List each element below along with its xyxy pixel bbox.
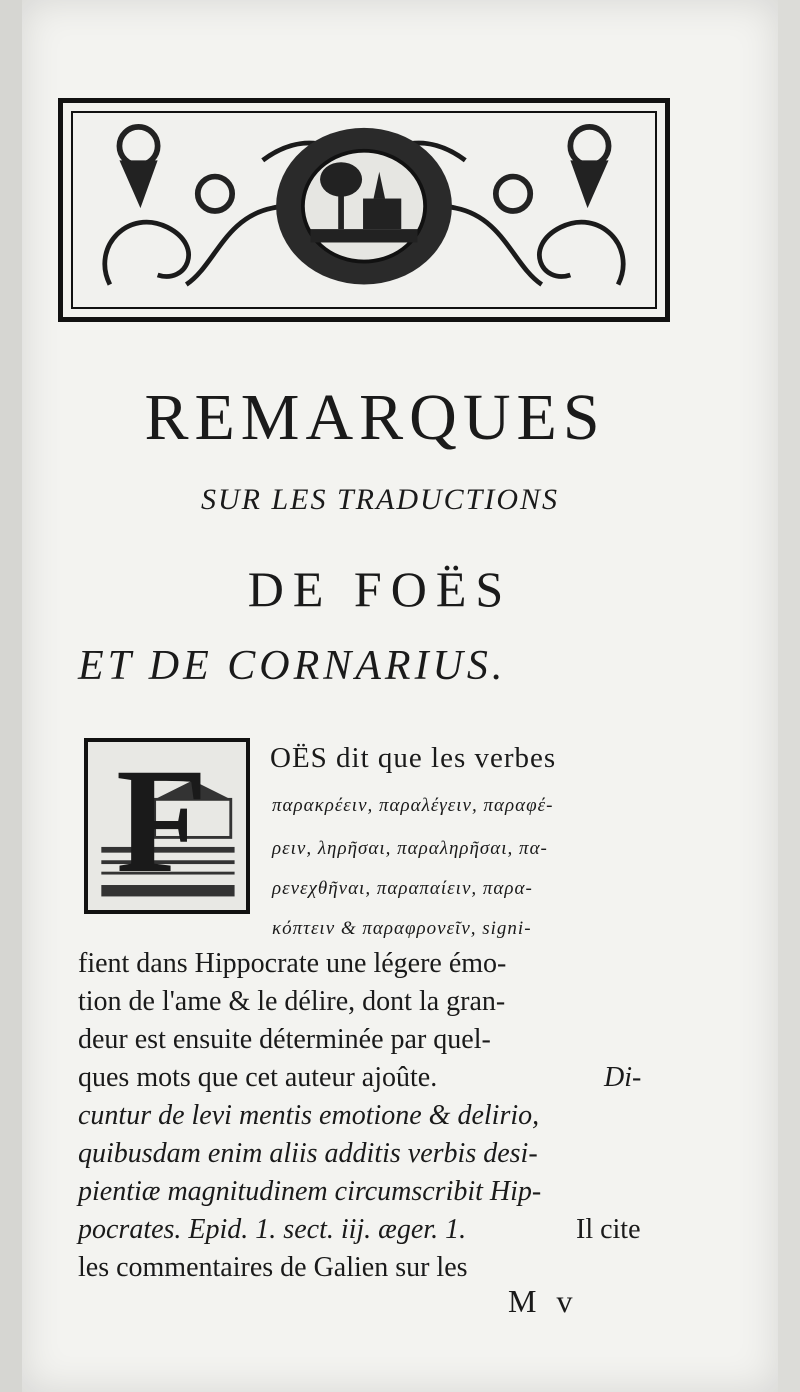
body-line: ques mots que cet auteur ajoûte.: [78, 1062, 438, 1093]
body-line-italic: pocrates. Epid. 1. sect. iij. æger. 1.: [78, 1214, 467, 1245]
headpiece-engraving: [63, 103, 665, 317]
page-gutter: [0, 0, 22, 1392]
body-line-italic: quibusdam enim aliis additis verbis desi-: [78, 1138, 538, 1169]
page-title: REMARQUES: [144, 381, 606, 454]
title-line-cornarius: ET DE CORNARIUS.: [78, 643, 507, 689]
body-line: les commentaires de Galien sur les: [78, 1252, 468, 1283]
body-line-greek: ρειν, ληρῆσαι, παραληρῆσαι, πα-: [272, 838, 548, 859]
title-line-foes: DE FOËS: [247, 561, 513, 617]
body-line: deur est ensuite déterminée par quel-: [78, 1024, 491, 1055]
body-line-greek: ρενεχθῆναι, παραπαίειν, παρα-: [272, 878, 533, 899]
body-line: OËS dit que les verbes: [270, 742, 557, 774]
body-line-greek: κόπτειν & παραφρονεῖν, signi-: [272, 918, 532, 939]
body-line-italic: pientiæ magnitudinem circumscribit Hip-: [78, 1176, 542, 1207]
drop-cap-ornament: [84, 738, 250, 914]
body-line: tion de l'ame & le délire, dont la gran-: [78, 986, 506, 1017]
body-line-italic: Di-: [604, 1062, 642, 1093]
body-line-italic: cuntur de levi mentis emotione & delirio,: [78, 1100, 540, 1131]
body-line: fient dans Hippocrate une légere émo-: [78, 948, 507, 979]
body-line-greek: παρακρέειν, παραλέγειν, παραφέ-: [272, 795, 554, 816]
page-edge: [778, 0, 800, 1392]
drop-cap-letter: F: [116, 738, 208, 904]
page-subtitle: SUR LES TRADUCTIONS: [200, 483, 560, 516]
signature-mark: M v: [508, 1283, 579, 1319]
body-line: Il cite: [576, 1214, 641, 1245]
headpiece-ornament: [58, 98, 670, 322]
